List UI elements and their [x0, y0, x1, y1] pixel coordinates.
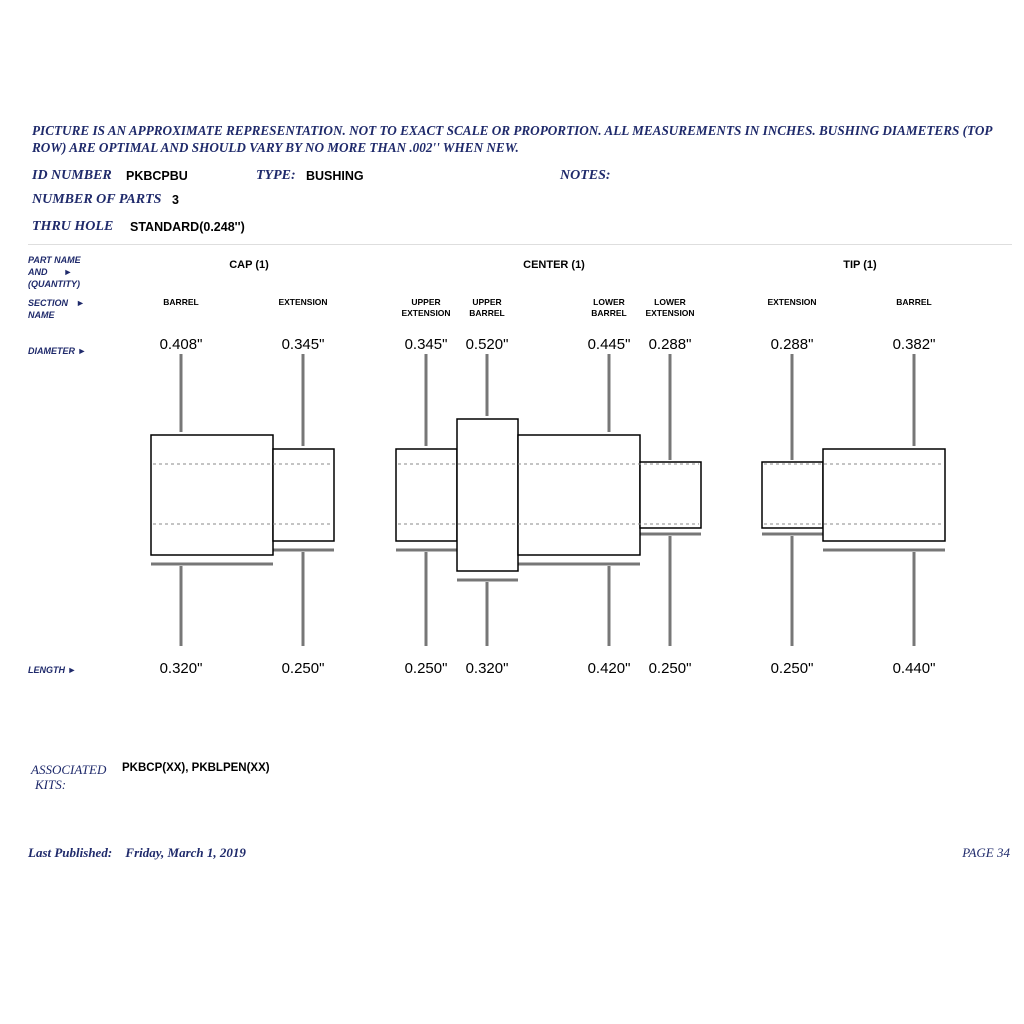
section-center-lower-extension: [640, 462, 701, 528]
diameter-row-label: DIAMETER ►: [28, 346, 87, 356]
section-tip-extension: [762, 462, 823, 528]
page-number: PAGE 34: [962, 845, 1010, 860]
length-cap-barrel: 0.320": [159, 660, 203, 677]
section-cap-barrel: [151, 435, 273, 555]
id-number-label: ID NUMBER: [32, 168, 112, 183]
diameter-center-lower-barrel: 0.445": [587, 336, 631, 353]
associated-kits-value: PKBCP(XX), PKBLPEN(XX): [122, 762, 270, 774]
thru-hole-label: THRU HOLE: [32, 219, 114, 234]
section-center-lower-barrel: [518, 435, 640, 555]
number-of-parts-label: NUMBER OF PARTS: [32, 192, 162, 207]
disclaimer-text: PICTURE IS AN APPROXIMATE REPRESENTATION. NOT TO EXACT SCALE OR PROPORTION. ALL MEASUREMENTS IN INCHES. BUSHING DIAMETERS (TOP ROW) ARE OPTIMAL AND SHOULD VARY BY NO MORE THAN .002'' WHEN NEW.: [32, 123, 992, 155]
notes-label: NOTES:: [560, 168, 611, 183]
diameter-center-upper-barrel: 0.520": [465, 336, 509, 353]
length-center-lower-extension: 0.250": [648, 660, 692, 677]
section-name-cap-extension: EXTENSION: [278, 297, 328, 307]
section-name-center-upper-extension: UPPER EXTENSION: [401, 297, 451, 318]
length-center-lower-barrel: 0.420": [587, 660, 631, 677]
part-name-tip: TIP (1): [843, 259, 877, 271]
number-of-parts-value: 3: [172, 193, 179, 207]
last-published: [28, 845, 246, 861]
part-name-center: CENTER (1): [523, 259, 585, 271]
section-name-center-lower-extension: LOWER EXTENSION: [645, 297, 695, 318]
section-name-center-lower-barrel: LOWER BARREL: [591, 297, 627, 318]
diameter-tip-barrel: 0.382": [892, 336, 936, 353]
length-row-label: LENGTH ►: [28, 665, 77, 675]
type-value: BUSHING: [306, 169, 364, 183]
section-cap-extension: [273, 449, 334, 541]
diameter-cap-barrel: 0.408": [159, 336, 203, 353]
length-center-upper-barrel: 0.320": [465, 660, 509, 677]
last-published-label: Last Published:: [28, 845, 113, 860]
id-number-value: PKBCPBU: [126, 169, 188, 183]
length-tip-extension: 0.250": [770, 660, 814, 677]
section-tip-barrel: [823, 449, 945, 541]
associated-kits-label: ASSOCIATED KITS:: [31, 762, 107, 792]
last-published-date: Friday, March 1, 2019: [125, 845, 246, 860]
part-name-cap: CAP (1): [229, 259, 269, 271]
section-name-row-label: SECTION ► NAME: [28, 298, 85, 320]
diameter-tip-extension: 0.288": [770, 336, 814, 353]
section-name-center-upper-barrel: UPPER BARREL: [469, 297, 505, 318]
diameter-cap-extension: 0.345": [281, 336, 325, 353]
section-center-upper-extension: [396, 449, 457, 541]
part-name-row-label: PART NAME AND ► (QUANTITY): [28, 255, 81, 289]
diameter-center-upper-extension: 0.345": [404, 336, 448, 353]
section-center-upper-barrel: [457, 419, 518, 571]
section-name-tip-barrel: BARREL: [896, 297, 932, 307]
thru-hole-value: STANDARD(0.248''): [130, 220, 245, 234]
diameter-center-lower-extension: 0.288": [648, 336, 692, 353]
section-name-cap-barrel: BARREL: [163, 297, 199, 307]
length-cap-extension: 0.250": [281, 660, 325, 677]
length-tip-barrel: 0.440": [892, 660, 936, 677]
section-name-tip-extension: EXTENSION: [767, 297, 817, 307]
length-center-upper-extension: 0.250": [404, 660, 448, 677]
type-label: TYPE:: [256, 168, 296, 183]
